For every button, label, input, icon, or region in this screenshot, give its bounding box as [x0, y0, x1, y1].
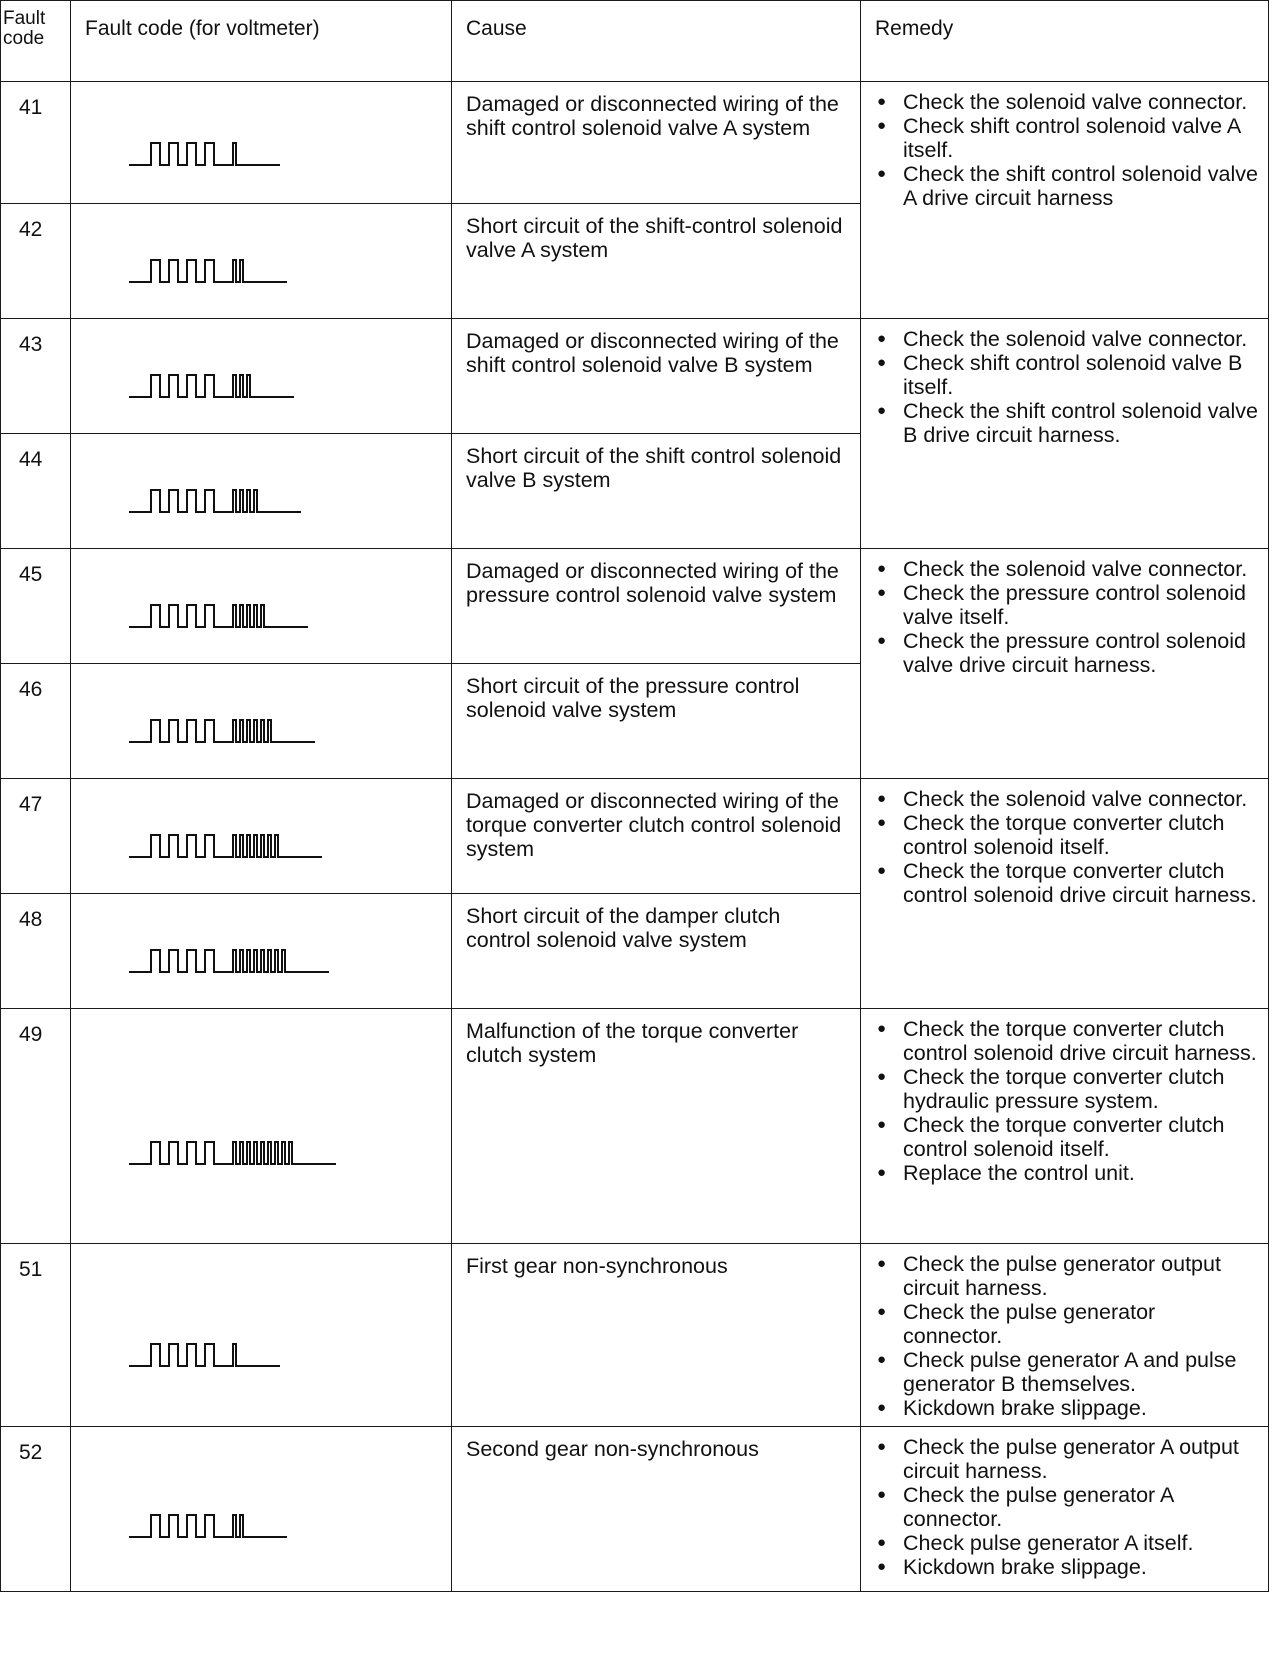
table-row	[1, 1244, 1269, 1427]
cause-cell: Short circuit of the shift control solenoid valve B system	[452, 434, 861, 549]
header-fault-code-line2: code	[3, 28, 45, 49]
cause-cell: Damaged or disconnected wiring of the shift control solenoid valve A system	[452, 82, 861, 204]
pulse-diagram-cell	[71, 549, 452, 664]
remedy-item: ● Kickdown brake slippage.	[875, 1396, 1258, 1420]
pulse-waveform	[129, 143, 280, 165]
remedy-cell	[861, 82, 1269, 319]
remedy-item: ● Check the pulse generator A output circuit harness.	[875, 1435, 1258, 1483]
remedy-list	[875, 557, 1258, 677]
pulse-waveform	[129, 1344, 280, 1366]
pulse-diagram	[71, 1244, 451, 1425]
pulse-diagram	[71, 82, 451, 202]
pulse-waveform	[129, 260, 287, 282]
fault-code-cell: 41	[1, 82, 71, 204]
table-row	[1, 319, 1269, 434]
remedy-cell	[861, 1009, 1269, 1244]
table-row	[1, 549, 1269, 664]
header-remedy: Remedy	[861, 1, 1269, 82]
pulse-diagram-cell	[71, 319, 452, 434]
table-row	[1, 1009, 1269, 1244]
pulse-diagram-cell	[71, 1009, 452, 1244]
pulse-waveform	[129, 720, 315, 742]
pulse-waveform	[129, 1142, 336, 1164]
pulse-diagram-cell	[71, 1244, 452, 1427]
cause-cell: Short circuit of the shift-control solenoid valve A system	[452, 204, 861, 319]
cause-cell: Damaged or disconnected wiring of the pressure control solenoid valve system	[452, 549, 861, 664]
remedy-item: ● Check the torque converter clutch control solenoid itself.	[875, 1113, 1258, 1161]
remedy-cell	[861, 319, 1269, 549]
fault-code-cell: 47	[1, 779, 71, 894]
cause-cell: Damaged or disconnected wiring of the shift control solenoid valve B system	[452, 319, 861, 434]
fault-code-cell: 49	[1, 1009, 71, 1244]
remedy-item: ● Check the solenoid valve connector.	[875, 327, 1258, 351]
remedy-list	[875, 1435, 1258, 1579]
remedy-list	[875, 1252, 1258, 1420]
remedy-item: ● Check the pulse generator A connector.	[875, 1483, 1258, 1531]
remedy-item: ● Kickdown brake slippage.	[875, 1555, 1258, 1579]
remedy-list	[875, 787, 1258, 907]
remedy-item: ● Check the pressure control solenoid valve drive circuit harness.	[875, 629, 1258, 677]
fault-code-cell: 42	[1, 204, 71, 319]
pulse-diagram-cell	[71, 779, 452, 894]
header-row	[1, 1, 1269, 82]
fault-code-cell: 45	[1, 549, 71, 664]
pulse-diagram-cell	[71, 82, 452, 204]
remedy-list	[875, 327, 1258, 447]
remedy-item: ● Check pulse generator A and pulse generator B themselves.	[875, 1348, 1258, 1396]
remedy-item: ● Check shift control solenoid valve B itself.	[875, 351, 1258, 399]
pulse-diagram	[71, 664, 451, 777]
header-fault-code-line1: Fault	[3, 8, 46, 29]
remedy-item: ● Check the shift control solenoid valve B drive circuit harness.	[875, 399, 1258, 447]
remedy-item: ● Check the shift control solenoid valve A drive circuit harness	[875, 162, 1258, 210]
pulse-diagram-cell	[71, 204, 452, 319]
remedy-item: ● Check the pressure control solenoid valve itself.	[875, 581, 1258, 629]
pulse-diagram	[71, 204, 451, 317]
cause-cell: Damaged or disconnected wiring of the torque converter clutch control solenoid system	[452, 779, 861, 894]
fault-code-cell: 46	[1, 664, 71, 779]
remedy-item: ● Check shift control solenoid valve A itself.	[875, 114, 1258, 162]
pulse-diagram-cell	[71, 434, 452, 549]
remedy-item: ● Check the solenoid valve connector.	[875, 787, 1258, 811]
fault-code-cell: 51	[1, 1244, 71, 1427]
pulse-diagram-cell	[71, 664, 452, 779]
header-fault-code	[1, 1, 71, 82]
pulse-waveform	[129, 950, 329, 972]
remedy-list	[875, 1017, 1258, 1185]
cause-cell: Short circuit of the pressure control solenoid valve system	[452, 664, 861, 779]
remedy-cell	[861, 549, 1269, 779]
pulse-waveform	[129, 375, 294, 397]
pulse-diagram-cell	[71, 1427, 452, 1592]
remedy-cell	[861, 779, 1269, 1009]
table-row	[1, 82, 1269, 204]
fault-code-cell: 44	[1, 434, 71, 549]
remedy-cell	[861, 1244, 1269, 1427]
cause-cell: Malfunction of the torque converter clutch system	[452, 1009, 861, 1244]
remedy-item: ● Check the solenoid valve connector.	[875, 90, 1258, 114]
cause-cell: Second gear non-synchronous	[452, 1427, 861, 1592]
pulse-diagram	[71, 894, 451, 1007]
remedy-item: ● Check the torque converter clutch control solenoid drive circuit harness.	[875, 859, 1258, 907]
remedy-item: ● Check the pulse generator output circuit harness.	[875, 1252, 1258, 1300]
remedy-list	[875, 90, 1258, 210]
pulse-waveform	[129, 1515, 287, 1537]
remedy-item: ● Check the pulse generator connector.	[875, 1300, 1258, 1348]
pulse-diagram-cell	[71, 894, 452, 1009]
fault-code-cell: 48	[1, 894, 71, 1009]
remedy-item: ● Replace the control unit.	[875, 1161, 1258, 1185]
pulse-diagram	[71, 1009, 451, 1242]
table-row	[1, 1427, 1269, 1592]
remedy-cell	[861, 1427, 1269, 1592]
remedy-item: ● Check pulse generator A itself.	[875, 1531, 1258, 1555]
fault-code-cell: 43	[1, 319, 71, 434]
header-voltmeter: Fault code (for voltmeter)	[71, 1, 452, 82]
pulse-diagram	[71, 779, 451, 892]
remedy-item: ● Check the solenoid valve connector.	[875, 557, 1258, 581]
remedy-item: ● Check the torque converter clutch control solenoid itself.	[875, 811, 1258, 859]
remedy-item: ● Check the torque converter clutch hydraulic pressure system.	[875, 1065, 1258, 1113]
pulse-waveform	[129, 605, 308, 627]
pulse-diagram	[71, 434, 451, 547]
fault-code-cell: 52	[1, 1427, 71, 1592]
cause-cell: Short circuit of the damper clutch control solenoid valve system	[452, 894, 861, 1009]
pulse-diagram	[71, 319, 451, 432]
pulse-waveform	[129, 835, 322, 857]
pulse-diagram	[71, 1427, 451, 1590]
cause-cell: First gear non-synchronous	[452, 1244, 861, 1427]
pulse-diagram	[71, 549, 451, 662]
table-row	[1, 779, 1269, 894]
pulse-waveform	[129, 490, 301, 512]
remedy-item: ● Check the torque converter clutch control solenoid drive circuit harness.	[875, 1017, 1258, 1065]
header-cause: Cause	[452, 1, 861, 82]
